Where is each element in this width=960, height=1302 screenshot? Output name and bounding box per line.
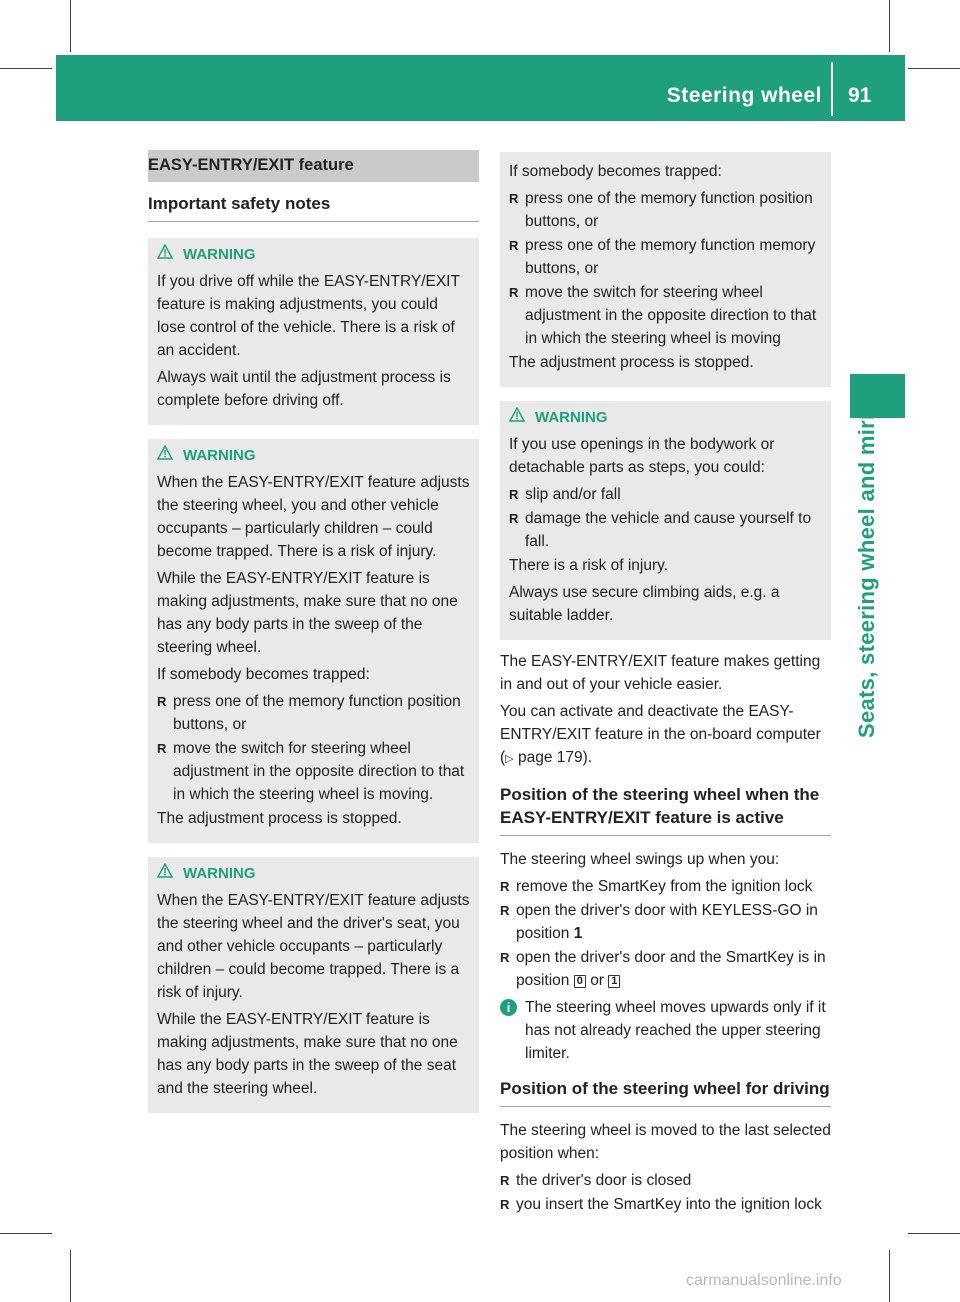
body-text: The steering wheel is moved to the last selected position when: bbox=[500, 1122, 831, 1162]
warning-text: There is a risk of injury. bbox=[509, 557, 669, 574]
page-ref-arrow-icon: ▷ bbox=[505, 753, 514, 765]
crop-mark bbox=[0, 1233, 52, 1234]
warning-text: If somebody becomes trapped: bbox=[157, 666, 370, 683]
info-icon: i bbox=[500, 999, 517, 1016]
warning-text: When the EASY-ENTRY/EXIT feature adjusts the steering wheel, you and other vehicle occupants – particularly children – could become trapped. There is a risk of injury. bbox=[157, 474, 470, 560]
bullet-list bbox=[157, 690, 470, 806]
crop-mark bbox=[908, 68, 960, 69]
warning-text: If somebody becomes trapped: bbox=[509, 163, 722, 180]
body-text: The EASY-ENTRY/EXIT feature makes getting in and out of your vehicle easier. bbox=[500, 653, 821, 693]
warning-text: The adjustment process is stopped. bbox=[157, 810, 402, 827]
warning-text: While the EASY-ENTRY/EXIT feature is making adjustments, make sure that no one has any body parts in the sweep of the steering wheel. bbox=[157, 570, 458, 656]
list-item: R open the driver's door and the SmartKey is in position 0 or 1 bbox=[500, 946, 831, 992]
warning-header: WARNING bbox=[157, 244, 470, 266]
header-separator bbox=[831, 62, 833, 116]
list-item: R damage the vehicle and cause yourself to fall. bbox=[509, 507, 822, 553]
page-title: Steering wheel bbox=[666, 84, 822, 107]
key-position-0-icon: 0 bbox=[574, 975, 586, 988]
list-item: R open the driver's door with KEYLESS-GO in position 1 bbox=[500, 899, 831, 945]
info-text: The steering wheel moves upwards only if it has not already reached the upper steering limiter. bbox=[525, 999, 826, 1062]
warning-triangle-icon bbox=[157, 863, 183, 885]
body-text: You can activate and deactivate the EASY-ENTRY/EXIT feature in the on-board computer (▷ page 179). bbox=[500, 703, 821, 766]
left-column bbox=[148, 150, 479, 1113]
warning-header: WARNING bbox=[509, 407, 822, 429]
crop-mark bbox=[70, 1250, 71, 1302]
list-item: R remove the SmartKey from the ignition lock bbox=[500, 875, 831, 898]
list-item: R move the switch for steering wheel adjustment in the opposite direction to that in which the steering wheel is moving bbox=[509, 281, 822, 350]
bullet-list bbox=[500, 1169, 831, 1216]
watermark: carmanualsonline.info bbox=[686, 1272, 842, 1289]
warning-box bbox=[148, 238, 479, 425]
heading-safety-notes: Important safety notes bbox=[148, 192, 479, 222]
list-item: R press one of the memory function position buttons, or bbox=[509, 187, 822, 233]
list-item: R slip and/or fall bbox=[509, 483, 822, 506]
warning-text: If you drive off while the EASY-ENTRY/EXIT feature is making adjustments, you could lose control of the vehicle. There is a risk of an accident. bbox=[157, 273, 460, 359]
list-item: R press one of the memory function position buttons, or bbox=[157, 690, 470, 736]
warning-continuation bbox=[500, 152, 831, 387]
right-column bbox=[500, 152, 831, 1217]
warning-box bbox=[148, 439, 479, 843]
warning-text: If you use openings in the bodywork or detachable parts as steps, you could: bbox=[509, 436, 775, 476]
page-number: 91 bbox=[848, 84, 872, 107]
section-title: EASY-ENTRY/EXIT feature bbox=[148, 150, 479, 182]
warning-triangle-icon bbox=[157, 445, 183, 467]
warning-box bbox=[148, 857, 479, 1113]
warning-triangle-icon bbox=[157, 244, 183, 266]
warning-text: Always wait until the adjustment process is complete before driving off. bbox=[157, 369, 451, 409]
warning-triangle-icon bbox=[509, 407, 535, 429]
bullet-list bbox=[509, 483, 822, 553]
warning-text: The adjustment process is stopped. bbox=[509, 354, 754, 371]
warning-box bbox=[500, 401, 831, 640]
crop-mark bbox=[70, 0, 71, 52]
bullet-list bbox=[509, 187, 822, 350]
list-item: R press one of the memory function memory buttons, or bbox=[509, 234, 822, 280]
heading-active: Position of the steering wheel when the EASY-ENTRY/EXIT feature is active bbox=[500, 783, 831, 836]
crop-mark bbox=[0, 68, 52, 69]
warning-header: WARNING bbox=[157, 863, 470, 885]
body-text: The steering wheel swings up when you: bbox=[500, 851, 780, 868]
list-item: R you insert the SmartKey into the ignition lock bbox=[500, 1193, 831, 1216]
warning-text: While the EASY-ENTRY/EXIT feature is making adjustments, make sure that no one has any body parts in the sweep of the seat and the steering wheel. bbox=[157, 1011, 458, 1097]
info-note bbox=[500, 996, 831, 1065]
crop-mark bbox=[889, 0, 890, 52]
warning-text: Always use secure climbing aids, e.g. a suitable ladder. bbox=[509, 584, 780, 624]
list-item: R move the switch for steering wheel adjustment in the opposite direction to that in which the steering wheel is moving. bbox=[157, 737, 470, 806]
key-position-1-icon: 1 bbox=[608, 975, 620, 988]
list-item: R the driver's door is closed bbox=[500, 1169, 831, 1192]
page-reference-link[interactable]: page 179). bbox=[517, 749, 593, 766]
warning-header: WARNING bbox=[157, 445, 470, 467]
crop-mark bbox=[889, 1250, 890, 1302]
crop-mark bbox=[908, 1233, 960, 1234]
side-tab bbox=[832, 375, 892, 738]
bullet-list bbox=[500, 875, 831, 992]
warning-text: When the EASY-ENTRY/EXIT feature adjusts the steering wheel and the driver's seat, you and other vehicle occupants – particularly children – could become trapped. There is a risk of injury. bbox=[157, 892, 470, 1001]
side-tab-label: Seats, steering wheel and mirrors bbox=[854, 375, 879, 738]
heading-driving: Position of the steering wheel for driving bbox=[500, 1077, 831, 1107]
